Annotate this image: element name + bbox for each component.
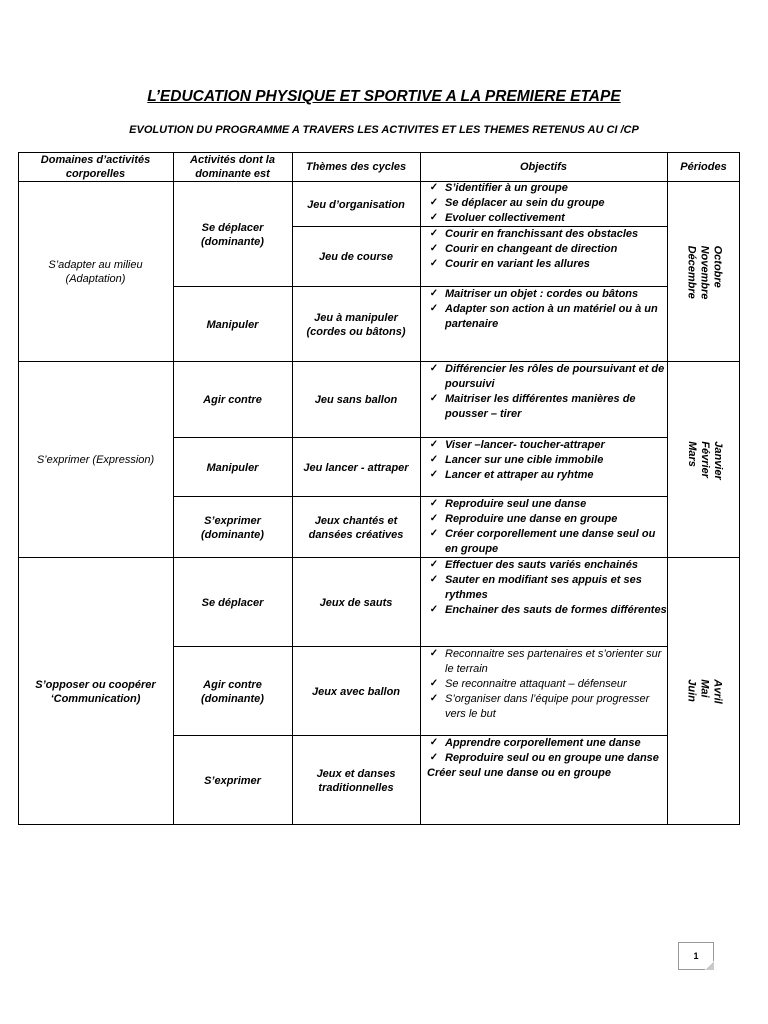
- checkmark-icon: ✓: [429, 603, 439, 615]
- checkmark-icon: ✓: [429, 468, 439, 480]
- period-month: Février: [698, 440, 711, 478]
- objective-item: ✓ Evoluer collectivement: [423, 211, 667, 226]
- header-themes: Thèmes des cycles: [305, 161, 407, 173]
- activity-se-deplacer: Se déplacer: [201, 596, 264, 609]
- period-trimestre-1: [668, 182, 740, 362]
- checkmark-icon: ✓: [429, 257, 439, 269]
- objective-item: ✓ Se déplacer au sein du groupe: [423, 196, 667, 211]
- page-number-label: 1: [693, 951, 699, 961]
- document-title: L’EDUCATION PHYSIQUE ET SPORTIVE A LA PREMIERE ETAPE: [147, 88, 621, 105]
- objectives-jeu-course: [423, 227, 667, 272]
- period-month: Mai: [698, 679, 711, 698]
- objectives-jeux-de-sauts: [423, 558, 667, 618]
- period-trimestre-2: [668, 362, 740, 558]
- activity-agir-contre-dominante: Agir contre (dominante): [201, 678, 264, 705]
- header-domaines: Domaines d’activités corporelles: [40, 154, 151, 180]
- objective-item: ✓ Courir en changeant de direction: [423, 242, 667, 257]
- period-month: Avril: [711, 679, 724, 704]
- theme-jeu-manipuler: Jeu à manipuler (cordes ou bâtons): [306, 311, 406, 338]
- document-subtitle: EVOLUTION DU PROGRAMME A TRAVERS LES ACTIVITES ET LES THEMES RETENUS AU CI /CP: [129, 124, 639, 136]
- checkmark-icon: ✓: [429, 512, 439, 524]
- checkmark-icon: ✓: [429, 228, 439, 239]
- objectives-jeu-organisation: [423, 181, 667, 226]
- checkmark-icon: ✓: [429, 182, 439, 193]
- objective-item: ✓ Effectuer des sauts variés enchainés: [423, 558, 667, 573]
- objective-item: ✓ Adapter son action à un matériel ou à un partenaire: [423, 302, 667, 332]
- period-month: Octobre: [711, 245, 724, 288]
- theme-jeu-sans-ballon: Jeu sans ballon: [314, 394, 398, 406]
- objective-item: ✓ Reconnaitre ses partenaires et s’orienter sur le terrain: [423, 647, 667, 677]
- objective-item: ✓ Sauter en modifiant ses appuis et ses rythmes: [423, 573, 667, 603]
- page-number: [678, 942, 714, 970]
- objective-item: ✓ Lancer sur une cible immobile: [423, 453, 667, 468]
- period-trimestre-3: [668, 558, 740, 825]
- domain-adaptation: S’adapter au milieu (Adaptation): [48, 259, 143, 285]
- checkmark-icon: ✓: [429, 573, 439, 585]
- period-month: Décembre: [685, 245, 698, 299]
- objective-item: ✓ Apprendre corporellement une danse: [423, 736, 667, 751]
- objective-item: ✓ Maitriser un objet : cordes ou bâtons: [423, 287, 667, 302]
- checkmark-icon: ✓: [429, 737, 439, 748]
- checkmark-icon: ✓: [429, 559, 439, 570]
- objective-item-plain: Créer seul une danse ou en groupe: [427, 766, 611, 779]
- checkmark-icon: ✓: [429, 677, 439, 689]
- activity-manipuler: Manipuler: [206, 318, 259, 331]
- objectives-jeux-chantes: [423, 497, 667, 557]
- theme-jeux-avec-ballon: Jeux avec ballon: [311, 685, 401, 698]
- objective-item: ✓ S’identifier à un groupe: [423, 181, 667, 196]
- checkmark-icon: ✓: [429, 242, 439, 254]
- checkmark-icon: ✓: [429, 648, 439, 659]
- period-month: Janvier: [711, 440, 724, 480]
- objective-item: ✓ Se reconnaitre attaquant – défenseur: [423, 677, 667, 692]
- theme-jeu-course: Jeu de course: [319, 251, 393, 263]
- theme-jeu-lancer-attraper: Jeu lancer - attraper: [303, 461, 409, 474]
- objectives-jeu-manipuler: [423, 287, 667, 332]
- checkmark-icon: ✓: [429, 453, 439, 465]
- checkmark-icon: ✓: [429, 392, 439, 404]
- checkmark-icon: ✓: [429, 498, 439, 509]
- objective-item: ✓ Différencier les rôles de poursuivant et de poursuivi: [423, 362, 667, 392]
- objective-item: ✓ Lancer et attraper au ryhtme: [423, 468, 667, 483]
- period-month: Mars: [685, 440, 698, 467]
- checkmark-icon: ✓: [429, 439, 439, 450]
- program-table: [18, 152, 740, 825]
- activity-manipuler-2: Manipuler: [206, 461, 259, 474]
- activity-se-deplacer-dominante: Se déplacer (dominante): [201, 221, 264, 248]
- checkmark-icon: ✓: [429, 302, 439, 314]
- page-fold-icon: [705, 961, 714, 970]
- theme-jeux-danses-traditionnelles: Jeux et danses traditionnelles: [316, 767, 396, 794]
- domain-expression: S’exprimer (Expression): [36, 454, 155, 466]
- objective-item: ✓ Courir en franchissant des obstacles: [423, 227, 667, 242]
- objectives-jeu-sans-ballon: [423, 362, 667, 422]
- activity-s-exprimer-dominante: S’exprimer (dominante): [201, 514, 264, 541]
- checkmark-icon: ✓: [429, 527, 439, 539]
- checkmark-icon: ✓: [429, 211, 439, 223]
- objective-item: ✓ Reproduire une danse en groupe: [423, 512, 667, 527]
- checkmark-icon: ✓: [429, 363, 439, 374]
- checkmark-icon: ✓: [429, 196, 439, 208]
- period-month: Novembre: [698, 245, 711, 299]
- checkmark-icon: ✓: [429, 288, 439, 299]
- objective-item: ✓ Enchainer des sauts de formes différentes: [423, 603, 667, 618]
- activity-s-exprimer: S’exprimer: [204, 774, 261, 787]
- objectives-jeux-avec-ballon: [423, 647, 667, 722]
- objective-item: ✓ Créer corporellement une danse seul ou en groupe: [423, 527, 667, 557]
- theme-jeu-organisation: Jeu d’organisation: [307, 198, 405, 211]
- objective-item: ✓ Courir en variant les allures: [423, 257, 667, 272]
- objective-item: ✓ Viser –lancer- toucher-attraper: [423, 438, 667, 453]
- header-objectifs: Objectifs: [519, 161, 568, 173]
- period-month: Juin: [685, 679, 698, 702]
- objectives-jeux-danses-traditionnelles: [423, 736, 667, 781]
- objectives-jeu-lancer-attraper: [423, 438, 667, 483]
- theme-jeux-de-sauts: Jeux de sauts: [319, 596, 393, 609]
- theme-jeux-chantes: Jeux chantés et dansées créatives: [308, 514, 404, 541]
- domain-communication: S’opposer ou coopérer ‘Communication): [35, 678, 156, 705]
- objective-item: ✓ Maitriser les différentes manières de pousser – tirer: [423, 392, 667, 422]
- activity-agir-contre: Agir contre: [203, 394, 262, 406]
- checkmark-icon: ✓: [429, 751, 439, 763]
- header-activites: Activités dont la dominante est: [190, 154, 275, 180]
- objective-item: ✓ Reproduire seul ou en groupe une danse: [423, 751, 667, 766]
- header-periodes: Périodes: [680, 161, 727, 173]
- objective-item: ✓ S’organiser dans l’équipe pour progresser vers le but: [423, 692, 667, 722]
- checkmark-icon: ✓: [429, 692, 439, 704]
- objective-item: ✓ Reproduire seul une danse: [423, 497, 667, 512]
